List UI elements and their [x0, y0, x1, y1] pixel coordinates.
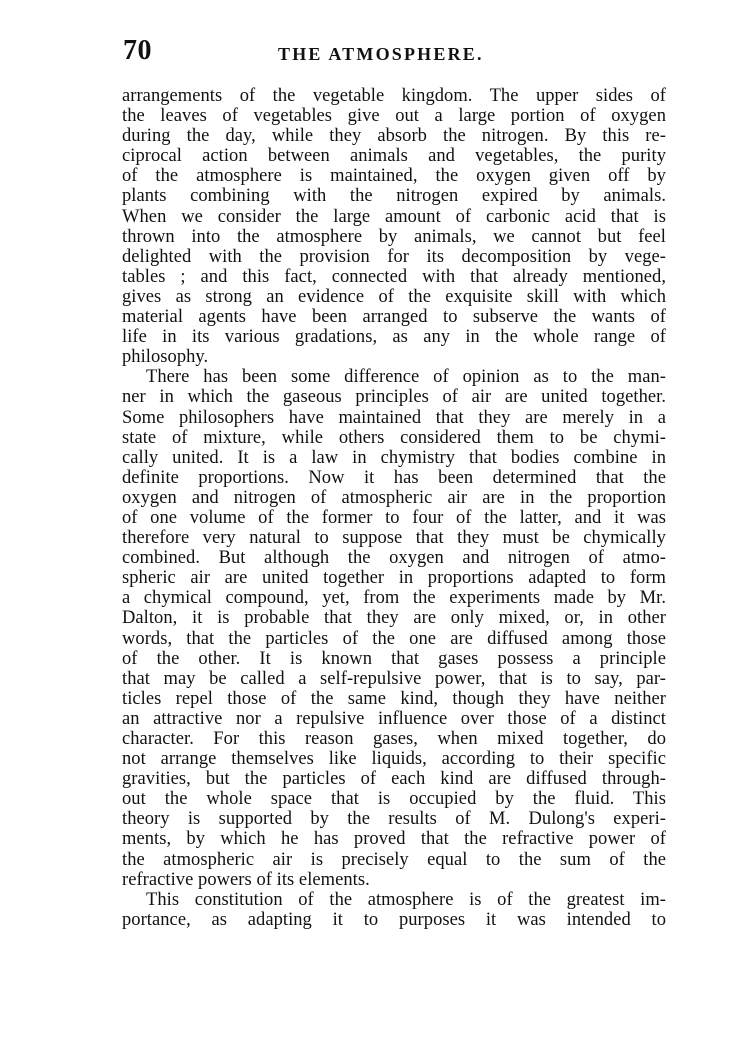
text-line: tables ; and this fact, connected with that already mentioned,	[122, 266, 666, 287]
text-line: gives as strong an evidence of the exquisite skill with which	[122, 286, 666, 307]
text-line: words, that the particles of the one are diffused among those	[122, 628, 666, 649]
text-line: thrown into the atmosphere by animals, we cannot but feel	[122, 226, 666, 247]
text-line: during the day, while they absorb the nitrogen. By this re-	[122, 126, 666, 147]
text-line: out the whole space that is occupied by the fluid. This	[122, 789, 666, 810]
text-line: ner in which the gaseous principles of air are united together.	[122, 387, 666, 408]
page-number: 70	[123, 35, 152, 66]
text-line: life in its various gradations, as any in the whole range of	[122, 327, 666, 348]
paragraph-end-line: philosophy.	[122, 347, 209, 368]
text-line: character. For this reason gases, when mixed together, do	[122, 729, 666, 749]
text-line: ments, by which he has proved that the refractive power of	[122, 829, 666, 850]
text-line: the leaves of vegetables give out a large portion of oxygen	[122, 106, 666, 127]
text-line: oxygen and nitrogen of atmospheric air are in the proportion	[122, 487, 666, 508]
text-line: theory is supported by the results of M. Dulong's experi-	[122, 809, 666, 830]
text-line: state of mixture, while others considered them to be chymi-	[122, 427, 666, 448]
text-line: that may be called a self-repulsive power, that is to say, par-	[122, 668, 666, 689]
text-line: of the atmosphere is maintained, the oxygen given off by	[122, 166, 666, 187]
text-line: material agents have been arranged to subserve the wants of	[122, 307, 666, 328]
text-line: ciprocal action between animals and vegetables, the purity	[122, 146, 666, 167]
text-line: delighted with the provision for its decomposition by vege-	[122, 246, 666, 267]
paragraph-end-line: refractive powers of its elements.	[122, 869, 370, 890]
text-line: a chymical compound, yet, from the experiments made by Mr.	[122, 588, 666, 609]
text-line: When we consider the large amount of carbonic acid that is	[122, 206, 666, 227]
text-line: Dalton, it is probable that they are only mixed, or, in other	[122, 608, 666, 629]
page-header	[123, 34, 665, 70]
text-line: of one volume of the former to four of the latter, and it was	[122, 507, 666, 528]
running-head: THE ATMOSPHERE.	[278, 44, 484, 64]
text-line: gravities, but the particles of each kind are diffused through-	[122, 769, 666, 790]
text-line: portance, as adapting it to purposes it was intended to	[122, 909, 666, 930]
text-line: therefore very natural to suppose that they must be chymically	[122, 528, 666, 549]
body-text	[122, 86, 666, 930]
text-line: Some philosophers have maintained that they are merely in a	[122, 407, 666, 428]
text-line: definite proportions. Now it has been determined that the	[122, 467, 666, 488]
text-line: ticles repel those of the same kind, though they have neither	[122, 688, 666, 709]
text-line: of the other. It is known that gases possess a principle	[122, 648, 666, 669]
paragraph-start-line: This constitution of the atmosphere is of the greatest im-	[146, 889, 666, 910]
text-line: the atmospheric air is precisely equal to the sum of the	[122, 849, 666, 870]
text-line: spheric air are united together in proportions adapted to form	[122, 568, 666, 589]
text-line: combined. But although the oxygen and nitrogen of atmo-	[122, 548, 666, 569]
text-line: not arrange themselves like liquids, according to their specific	[122, 749, 666, 770]
paragraph-start-line: There has been some difference of opinion as to the man-	[146, 367, 666, 388]
text-line: arrangements of the vegetable kingdom. The upper sides of	[122, 86, 666, 106]
text-line: plants combining with the nitrogen expired by animals.	[122, 186, 666, 207]
text-line: cally united. It is a law in chymistry that bodies combine in	[122, 447, 666, 468]
text-line: an attractive nor a repulsive influence over those of a distinct	[122, 708, 666, 729]
